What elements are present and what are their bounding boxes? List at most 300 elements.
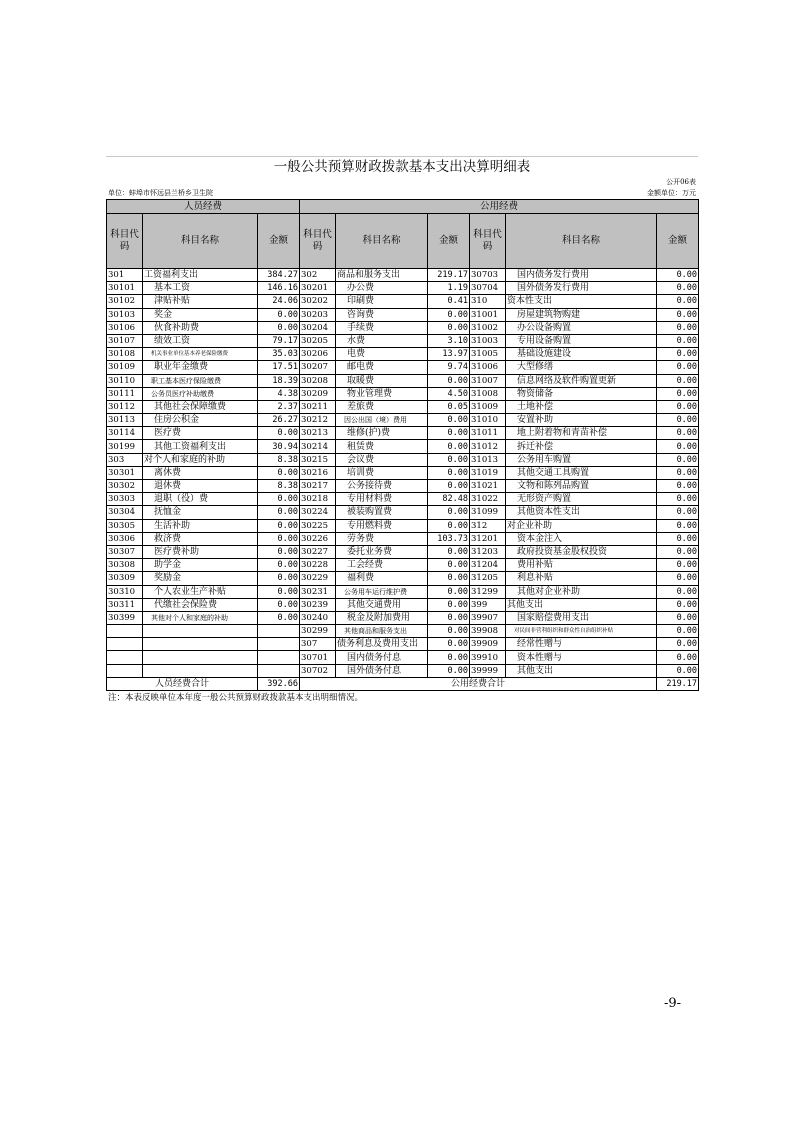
table-body bbox=[107, 269, 699, 678]
subject-name: 国内债务付息 bbox=[336, 651, 428, 664]
amount: 0.00 bbox=[428, 414, 470, 427]
subject-code: 30211 bbox=[300, 400, 336, 413]
amount: 0.00 bbox=[258, 611, 300, 624]
subject-code: 31010 bbox=[470, 414, 506, 427]
subject-code: 30226 bbox=[300, 532, 336, 545]
subject-code: 30209 bbox=[300, 387, 336, 400]
subject-name: 其他交通费用 bbox=[336, 598, 428, 611]
subject-code: 39999 bbox=[470, 664, 506, 677]
subject-name: 机关事业单位基本养老保险缴费 bbox=[143, 348, 258, 361]
amount: 8.38 bbox=[258, 453, 300, 466]
subject-code: 31007 bbox=[470, 374, 506, 387]
amount bbox=[258, 638, 300, 651]
code-header: 科目代码 bbox=[470, 214, 506, 269]
subject-name: 奖励金 bbox=[143, 572, 258, 585]
public-header: 公用经费 bbox=[300, 200, 699, 214]
code-header: 科目代码 bbox=[107, 214, 143, 269]
subject-name: 经常性赠与 bbox=[506, 638, 657, 651]
subject-code: 30218 bbox=[300, 493, 336, 506]
subject-code: 30224 bbox=[300, 506, 336, 519]
totals-row bbox=[107, 677, 699, 690]
subject-code: 30302 bbox=[107, 480, 143, 493]
subject-name: 物业管理费 bbox=[336, 387, 428, 400]
amount: 0.00 bbox=[258, 559, 300, 572]
subject-code: 31205 bbox=[470, 572, 506, 585]
table-row bbox=[107, 400, 699, 413]
subject-code: 30227 bbox=[300, 545, 336, 558]
amount: 0.00 bbox=[657, 625, 699, 638]
amount: 8.38 bbox=[258, 480, 300, 493]
subject-code: 30217 bbox=[300, 480, 336, 493]
amount: 0.00 bbox=[258, 598, 300, 611]
amount: 0.00 bbox=[258, 572, 300, 585]
amount: 0.00 bbox=[657, 334, 699, 347]
subject-name: 政府投资基金股权投资 bbox=[506, 545, 657, 558]
subject-name: 个人农业生产补贴 bbox=[143, 585, 258, 598]
expenditure-table bbox=[106, 199, 699, 691]
subject-name bbox=[143, 625, 258, 638]
amount bbox=[258, 651, 300, 664]
subject-code: 31021 bbox=[470, 480, 506, 493]
subject-code: 31002 bbox=[470, 321, 506, 334]
table-row bbox=[107, 545, 699, 558]
subject-name: 津贴补贴 bbox=[143, 295, 258, 308]
subject-name: 代缴社会保险费 bbox=[143, 598, 258, 611]
amount: 0.00 bbox=[428, 664, 470, 677]
table-row bbox=[107, 427, 699, 440]
table-row bbox=[107, 348, 699, 361]
subject-code: 31099 bbox=[470, 506, 506, 519]
amount: 0.00 bbox=[258, 545, 300, 558]
subject-name: 房屋建筑物购建 bbox=[506, 308, 657, 321]
table-row bbox=[107, 321, 699, 334]
table-row bbox=[107, 585, 699, 598]
form-number: 公开06表 bbox=[666, 178, 696, 186]
amount: 0.00 bbox=[428, 427, 470, 440]
amount bbox=[258, 625, 300, 638]
page-number: -9- bbox=[664, 996, 682, 1011]
amount: 0.00 bbox=[657, 493, 699, 506]
subject-code: 30307 bbox=[107, 545, 143, 558]
subject-name: 福利费 bbox=[336, 572, 428, 585]
amount: 0.00 bbox=[657, 572, 699, 585]
table-row bbox=[107, 334, 699, 347]
subject-code: 30216 bbox=[300, 466, 336, 479]
amount: 0.00 bbox=[657, 545, 699, 558]
amount: 0.00 bbox=[657, 585, 699, 598]
amount: 0.05 bbox=[428, 400, 470, 413]
amount: 384.27 bbox=[258, 269, 300, 282]
subject-code: 31203 bbox=[470, 545, 506, 558]
subject-name: 绩效工资 bbox=[143, 334, 258, 347]
table-row bbox=[107, 453, 699, 466]
subject-name: 大型修缮 bbox=[506, 361, 657, 374]
subject-name: 税金及附加费用 bbox=[336, 611, 428, 624]
subject-code: 31012 bbox=[470, 440, 506, 453]
subject-name: 因公出国（境）费用 bbox=[336, 414, 428, 427]
amount: 0.00 bbox=[657, 440, 699, 453]
group-header-row bbox=[107, 200, 699, 214]
amount: 0.00 bbox=[428, 651, 470, 664]
subject-code: 39908 bbox=[470, 625, 506, 638]
subject-code: 312 bbox=[470, 519, 506, 532]
subject-code: 30299 bbox=[300, 625, 336, 638]
table-row bbox=[107, 282, 699, 295]
amount: 0.00 bbox=[428, 572, 470, 585]
subject-name: 对企业补助 bbox=[506, 519, 657, 532]
subject-name: 基础设施建设 bbox=[506, 348, 657, 361]
amount: 0.00 bbox=[428, 638, 470, 651]
subject-code: 30108 bbox=[107, 348, 143, 361]
amount: 30.94 bbox=[258, 440, 300, 453]
subject-code: 399 bbox=[470, 598, 506, 611]
amount-header: 金额 bbox=[258, 214, 300, 269]
subject-name: 伙食补助费 bbox=[143, 321, 258, 334]
subject-code: 31006 bbox=[470, 361, 506, 374]
amount: 0.00 bbox=[428, 453, 470, 466]
subject-name bbox=[143, 664, 258, 677]
amount: 0.00 bbox=[657, 361, 699, 374]
subject-name: 信息网络及软件购置更新 bbox=[506, 374, 657, 387]
subject-code: 31019 bbox=[470, 466, 506, 479]
amount: 0.00 bbox=[428, 559, 470, 572]
table-row bbox=[107, 295, 699, 308]
subject-name: 国外债务付息 bbox=[336, 664, 428, 677]
amount: 0.00 bbox=[657, 611, 699, 624]
subject-name: 退休费 bbox=[143, 480, 258, 493]
subject-name: 无形资产购置 bbox=[506, 493, 657, 506]
amount: 0.00 bbox=[428, 611, 470, 624]
table-row bbox=[107, 414, 699, 427]
table-row bbox=[107, 374, 699, 387]
subject-code: 30304 bbox=[107, 506, 143, 519]
subject-name: 医疗费补助 bbox=[143, 545, 258, 558]
subject-code bbox=[107, 638, 143, 651]
subject-name: 工会经费 bbox=[336, 559, 428, 572]
table-row bbox=[107, 480, 699, 493]
subject-code: 31204 bbox=[470, 559, 506, 572]
table-row bbox=[107, 559, 699, 572]
amount: 0.00 bbox=[428, 585, 470, 598]
table-row bbox=[107, 651, 699, 664]
subject-name: 拆迁补偿 bbox=[506, 440, 657, 453]
amount: 4.38 bbox=[258, 387, 300, 400]
subject-code: 30214 bbox=[300, 440, 336, 453]
subject-code: 303 bbox=[107, 453, 143, 466]
amount: 103.73 bbox=[428, 532, 470, 545]
amount: 1.19 bbox=[428, 282, 470, 295]
subject-name: 电费 bbox=[336, 348, 428, 361]
subject-code: 30201 bbox=[300, 282, 336, 295]
subject-name: 物资储备 bbox=[506, 387, 657, 400]
table-row bbox=[107, 664, 699, 677]
amount: 0.00 bbox=[258, 308, 300, 321]
subject-code: 30215 bbox=[300, 453, 336, 466]
amount: 0.00 bbox=[657, 321, 699, 334]
subject-code: 31011 bbox=[470, 427, 506, 440]
subject-code: 30113 bbox=[107, 414, 143, 427]
amount: 3.10 bbox=[428, 334, 470, 347]
subject-name: 债务利息及费用支出 bbox=[336, 638, 428, 651]
subject-name: 公务接待费 bbox=[336, 480, 428, 493]
subject-name: 资本金注入 bbox=[506, 532, 657, 545]
amount: 0.00 bbox=[657, 664, 699, 677]
subject-name: 利息补贴 bbox=[506, 572, 657, 585]
subject-name: 职业年金缴费 bbox=[143, 361, 258, 374]
subject-code: 30399 bbox=[107, 611, 143, 624]
table-row bbox=[107, 532, 699, 545]
amount: 0.00 bbox=[428, 466, 470, 479]
subject-code: 30103 bbox=[107, 308, 143, 321]
table-row bbox=[107, 361, 699, 374]
amount: 0.00 bbox=[428, 625, 470, 638]
amount: 0.00 bbox=[657, 374, 699, 387]
subject-name: 维修(护)费 bbox=[336, 427, 428, 440]
amount: 0.00 bbox=[657, 506, 699, 519]
amount: 0.00 bbox=[657, 638, 699, 651]
subject-name: 公务用车购置 bbox=[506, 453, 657, 466]
subject-code: 31009 bbox=[470, 400, 506, 413]
subject-code: 30107 bbox=[107, 334, 143, 347]
subject-code: 30204 bbox=[300, 321, 336, 334]
amount: 0.00 bbox=[657, 480, 699, 493]
table-row bbox=[107, 466, 699, 479]
public-total-label: 公用经费合计 bbox=[300, 677, 657, 690]
subject-code: 30114 bbox=[107, 427, 143, 440]
subject-name: 国外债务发行费用 bbox=[506, 282, 657, 295]
subject-code: 30206 bbox=[300, 348, 336, 361]
subject-code bbox=[107, 625, 143, 638]
amount: 0.00 bbox=[657, 348, 699, 361]
subject-name: 其他交通工具购置 bbox=[506, 466, 657, 479]
subject-code: 31008 bbox=[470, 387, 506, 400]
amount: 0.00 bbox=[258, 532, 300, 545]
table-row bbox=[107, 572, 699, 585]
subject-name: 取暖费 bbox=[336, 374, 428, 387]
subject-name: 国家赔偿费用支出 bbox=[506, 611, 657, 624]
amount: 0.00 bbox=[428, 519, 470, 532]
subject-code: 30301 bbox=[107, 466, 143, 479]
subject-code: 30208 bbox=[300, 374, 336, 387]
amount: 0.00 bbox=[428, 374, 470, 387]
subject-code: 310 bbox=[470, 295, 506, 308]
subject-name: 商品和服务支出 bbox=[336, 269, 428, 282]
amount-unit-label: 金额单位：万元 bbox=[647, 189, 696, 197]
subject-name: 地上附着物和青苗补偿 bbox=[506, 427, 657, 440]
amount: 13.97 bbox=[428, 348, 470, 361]
personnel-header: 人员经费 bbox=[107, 200, 300, 214]
subject-name: 办公费 bbox=[336, 282, 428, 295]
table-row bbox=[107, 506, 699, 519]
subject-name: 水费 bbox=[336, 334, 428, 347]
subject-code: 30203 bbox=[300, 308, 336, 321]
subject-code: 30310 bbox=[107, 585, 143, 598]
amount: 35.03 bbox=[258, 348, 300, 361]
amount: 24.06 bbox=[258, 295, 300, 308]
personnel-total-amount: 392.66 bbox=[258, 677, 300, 690]
amount: 0.00 bbox=[428, 321, 470, 334]
subject-code: 30202 bbox=[300, 295, 336, 308]
amount: 0.00 bbox=[428, 480, 470, 493]
subject-name: 其他工资福利支出 bbox=[143, 440, 258, 453]
subject-name: 手续费 bbox=[336, 321, 428, 334]
subject-name: 其他资本性支出 bbox=[506, 506, 657, 519]
subject-code: 30109 bbox=[107, 361, 143, 374]
amount: 0.00 bbox=[428, 506, 470, 519]
amount: 0.00 bbox=[657, 651, 699, 664]
subject-name: 租赁费 bbox=[336, 440, 428, 453]
subject-code: 30702 bbox=[300, 664, 336, 677]
subject-name: 邮电费 bbox=[336, 361, 428, 374]
subject-code bbox=[107, 651, 143, 664]
subject-name: 其他商品和服务支出 bbox=[336, 625, 428, 638]
table-row bbox=[107, 308, 699, 321]
amount: 0.00 bbox=[258, 493, 300, 506]
amount: 0.00 bbox=[657, 427, 699, 440]
subject-code: 30106 bbox=[107, 321, 143, 334]
subject-code: 30101 bbox=[107, 282, 143, 295]
table-row bbox=[107, 598, 699, 611]
subject-code: 31022 bbox=[470, 493, 506, 506]
personnel-total-label: 人员经费合计 bbox=[107, 677, 258, 690]
subject-code: 30308 bbox=[107, 559, 143, 572]
meta-row bbox=[106, 188, 698, 199]
subject-name: 资本性支出 bbox=[506, 295, 657, 308]
amount: 0.00 bbox=[657, 559, 699, 572]
document bbox=[106, 156, 698, 705]
subject-name: 其他社会保障缴费 bbox=[143, 400, 258, 413]
subject-name: 专用燃料费 bbox=[336, 519, 428, 532]
subject-code bbox=[107, 664, 143, 677]
subject-name: 助学金 bbox=[143, 559, 258, 572]
subject-code: 30199 bbox=[107, 440, 143, 453]
subject-code: 30231 bbox=[300, 585, 336, 598]
subject-name: 土地补偿 bbox=[506, 400, 657, 413]
subject-code: 31299 bbox=[470, 585, 506, 598]
subject-name: 退职（役）费 bbox=[143, 493, 258, 506]
subject-code: 30212 bbox=[300, 414, 336, 427]
subject-name: 文物和陈列品购置 bbox=[506, 480, 657, 493]
subject-code: 30102 bbox=[107, 295, 143, 308]
subject-code: 30229 bbox=[300, 572, 336, 585]
subject-name: 委托业务费 bbox=[336, 545, 428, 558]
subject-name: 工资福利支出 bbox=[143, 269, 258, 282]
amount: 0.00 bbox=[258, 506, 300, 519]
amount: 0.00 bbox=[657, 308, 699, 321]
subject-code: 30309 bbox=[107, 572, 143, 585]
subject-code: 31201 bbox=[470, 532, 506, 545]
amount: 0.00 bbox=[428, 598, 470, 611]
subject-code: 30205 bbox=[300, 334, 336, 347]
subject-name: 国内债务发行费用 bbox=[506, 269, 657, 282]
amount: 17.51 bbox=[258, 361, 300, 374]
amount: 0.00 bbox=[657, 519, 699, 532]
amount: 0.00 bbox=[657, 269, 699, 282]
table-row bbox=[107, 387, 699, 400]
table-row bbox=[107, 611, 699, 624]
subject-code: 30704 bbox=[470, 282, 506, 295]
table-row bbox=[107, 493, 699, 506]
subject-code: 30110 bbox=[107, 374, 143, 387]
subject-code: 30311 bbox=[107, 598, 143, 611]
subject-code: 302 bbox=[300, 269, 336, 282]
amount: 0.00 bbox=[258, 427, 300, 440]
table-row bbox=[107, 269, 699, 282]
amount: 0.00 bbox=[657, 295, 699, 308]
subject-code: 307 bbox=[300, 638, 336, 651]
subject-name: 费用补贴 bbox=[506, 559, 657, 572]
amount: 146.16 bbox=[258, 282, 300, 295]
amount: 0.00 bbox=[657, 453, 699, 466]
public-total-amount: 219.17 bbox=[657, 677, 699, 690]
amount: 0.41 bbox=[428, 295, 470, 308]
subject-name: 救济费 bbox=[143, 532, 258, 545]
name-header: 科目名称 bbox=[336, 214, 428, 269]
table-row bbox=[107, 625, 699, 638]
amount: 0.00 bbox=[657, 282, 699, 295]
subject-name: 对民间非营利组织和群众性自治组织补贴 bbox=[506, 625, 657, 638]
amount: 2.37 bbox=[258, 400, 300, 413]
subject-name: 离休费 bbox=[143, 466, 258, 479]
subject-code: 30207 bbox=[300, 361, 336, 374]
unit-label: 单位：蚌埠市怀远县兰桥乡卫生院 bbox=[108, 189, 213, 197]
subject-name: 劳务费 bbox=[336, 532, 428, 545]
amount: 26.27 bbox=[258, 414, 300, 427]
subject-name: 生活补助 bbox=[143, 519, 258, 532]
amount bbox=[258, 664, 300, 677]
amount: 0.00 bbox=[657, 598, 699, 611]
subject-name: 其他支出 bbox=[506, 598, 657, 611]
subject-name: 培训费 bbox=[336, 466, 428, 479]
amount: 82.48 bbox=[428, 493, 470, 506]
subject-code: 39909 bbox=[470, 638, 506, 651]
subject-name: 其他支出 bbox=[506, 664, 657, 677]
subject-name: 咨询费 bbox=[336, 308, 428, 321]
amount: 0.00 bbox=[657, 400, 699, 413]
subject-code: 30228 bbox=[300, 559, 336, 572]
name-header: 科目名称 bbox=[143, 214, 258, 269]
amount-header: 金额 bbox=[657, 214, 699, 269]
subject-name: 办公设备购置 bbox=[506, 321, 657, 334]
name-header: 科目名称 bbox=[506, 214, 657, 269]
subject-name bbox=[143, 651, 258, 664]
subject-name bbox=[143, 638, 258, 651]
amount: 79.17 bbox=[258, 334, 300, 347]
subject-code: 31005 bbox=[470, 348, 506, 361]
subject-code: 30225 bbox=[300, 519, 336, 532]
subject-name: 奖金 bbox=[143, 308, 258, 321]
amount: 219.17 bbox=[428, 269, 470, 282]
subject-name: 基本工资 bbox=[143, 282, 258, 295]
subject-code: 30112 bbox=[107, 400, 143, 413]
subject-name: 专用设备购置 bbox=[506, 334, 657, 347]
amount: 0.00 bbox=[428, 545, 470, 558]
table-row bbox=[107, 519, 699, 532]
subject-name: 资本性赠与 bbox=[506, 651, 657, 664]
subject-code: 30240 bbox=[300, 611, 336, 624]
amount-header: 金额 bbox=[428, 214, 470, 269]
subject-code: 30703 bbox=[470, 269, 506, 282]
subject-code: 301 bbox=[107, 269, 143, 282]
subject-name: 职工基本医疗保险缴费 bbox=[143, 374, 258, 387]
subject-name: 对个人和家庭的补助 bbox=[143, 453, 258, 466]
subject-code: 30306 bbox=[107, 532, 143, 545]
amount: 18.39 bbox=[258, 374, 300, 387]
subject-name: 专用材料费 bbox=[336, 493, 428, 506]
amount: 0.00 bbox=[258, 466, 300, 479]
table-row bbox=[107, 638, 699, 651]
subject-name: 会议费 bbox=[336, 453, 428, 466]
